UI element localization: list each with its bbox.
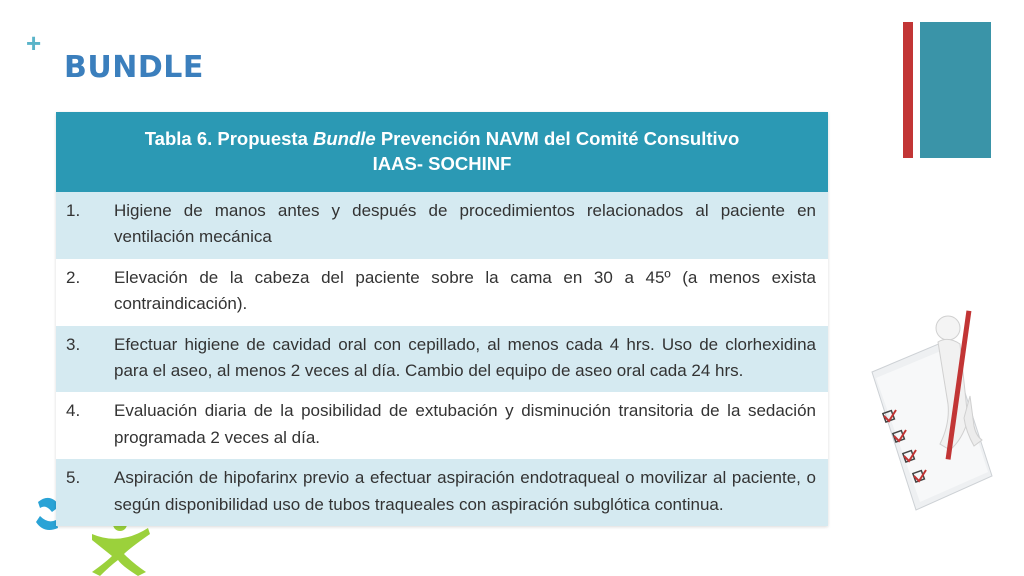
row-number: 3. [66, 334, 81, 354]
logo-green-figure [92, 528, 150, 576]
slide-title: BUNDLE [64, 50, 204, 85]
accent-bar-teal [920, 22, 991, 158]
row-number: 1. [66, 201, 81, 220]
row-text: Evaluación diaria de la posibilidad de extubación y disminución transitoria de la sedación programada 2 veces al día. [114, 401, 816, 447]
table-header-row [56, 112, 828, 192]
table-row [56, 192, 828, 259]
row-text: Aspiración de hipofarinx previo a efectuar aspiración endotraqueal o movilizar al paciente, o según disponibilidad uso de tubos traqueales con aspiración subglótica continua. [114, 468, 816, 514]
row-number: 4. [66, 401, 81, 421]
table-title-italic: Bundle [313, 128, 376, 150]
table-title [56, 112, 828, 192]
table-row [56, 392, 828, 459]
row-number: 5. [66, 468, 81, 488]
accent-bar-red [903, 22, 913, 158]
table-title-post: Prevención NAVM del Comité Consultivo [375, 128, 740, 150]
bundle-table [56, 112, 828, 526]
table-row [56, 259, 828, 326]
row-text: Efectuar higiene de cavidad oral con cepillado, al menos cada 4 hrs. Uso de clorhexidina para el aseo, al menos 2 veces al día. Cambio del equipo de aseo oral cada 24 hrs. [114, 334, 816, 380]
table-row [56, 326, 828, 393]
row-text: Elevación de la cabeza del paciente sobre la cama en 30 a 45º (a menos exista contraindicación). [114, 267, 816, 314]
table-row [56, 459, 828, 526]
row-text: Higiene de manos antes y después de procedimientos relacionados al paciente en ventilación mecánica [114, 201, 816, 247]
table-subtitle: IAAS- SOCHINF [372, 153, 512, 174]
checklist-figure-icon [864, 300, 994, 520]
logo-blue-arc-lower [36, 516, 58, 530]
plus-icon: + [26, 28, 42, 58]
row-number: 2. [66, 267, 81, 287]
table-title-pre: Tabla 6. Propuesta [144, 128, 313, 150]
figure-head [936, 316, 960, 340]
